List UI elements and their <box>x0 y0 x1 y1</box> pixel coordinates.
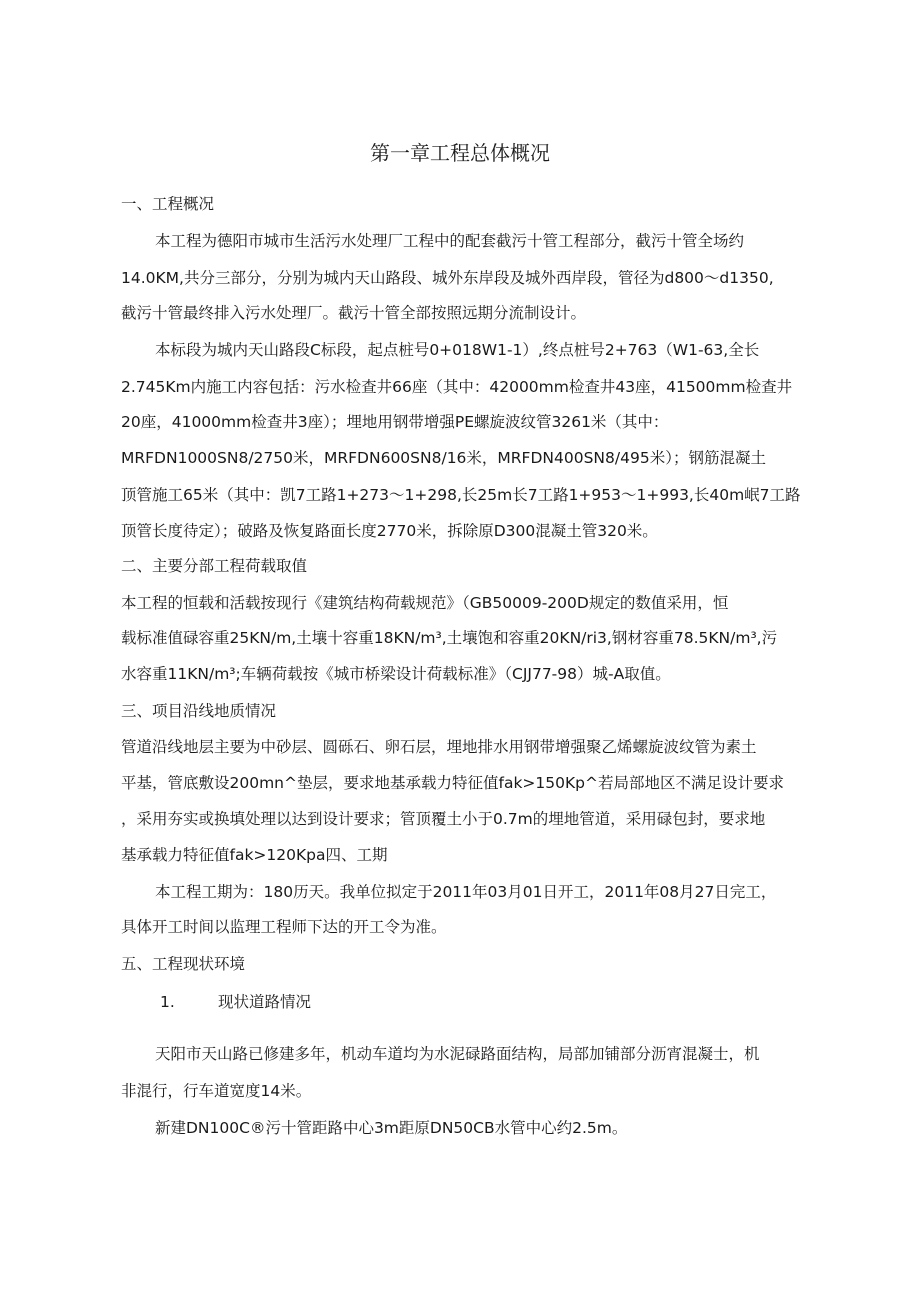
paragraph-line: 天阳市天山路已修建多年，机动车道均为水泥碌路面结构，局部加铺部分沥宵混凝士，机 <box>155 1045 760 1063</box>
paragraph-line: 平基，管底敷设200mn^垫层，要求地基承载力特征值fak>150Kp^若局部地区不满足设计要求 <box>121 774 784 792</box>
paragraph-line: 非混行，行车道宽度14米。 <box>121 1082 312 1100</box>
paragraph-line: ，采用夯实或换填处理以达到设计要求；管顶覆土小于0.7m的埋地管道，采用碌包封，要求地 <box>121 810 766 828</box>
paragraph-line: 管道沿线地层主要为中砂层、圆砾石、卵石层，埋地排水用钢带增强聚乙烯螺旋波纹管为素土 <box>121 738 757 756</box>
paragraph-line: 20座，41000mm检查井3座）；埋地用钢带增强PE螺旋波纹管3261米（其中： <box>121 413 669 431</box>
paragraph-line: 本工程工期为：180历天。我单位拟定于2011年03月01日开工，2011年08月27日完工， <box>155 883 777 901</box>
paragraph-line: 载标准值碌容重25KN/m,土壤十容重18KN/m³,土壤饱和容重20KN/ri3,钢材容重78.5KN/m³,污 <box>121 629 778 647</box>
paragraph-line: 水容重11KN/m³;车辆荷载按《城市桥梁设计荷载标准》（CJJ77-98）城-A取值。 <box>121 665 671 683</box>
item-number: 1. <box>160 993 175 1011</box>
paragraph-line: MRFDN1000SN8/2750米，MRFDN600SN8/16米，MRFDN400SN8/495米）；钢筋混凝土 <box>121 449 766 467</box>
paragraph-line: 2.745Km内施工内容包括：污水检查井66座（其中：42000mm检查井43座，41500mm检查井 <box>121 378 793 396</box>
paragraph-line: 具体开工时间以监理工程师下达的开工令为准。 <box>121 918 447 936</box>
section-heading-3: 三、项目沿线地质情况 <box>121 702 277 720</box>
paragraph-line: 截污十管最终排入污水处理厂。截污十管全部按照远期分流制设计。 <box>121 304 587 322</box>
paragraph-line: 基承载力特征值fak>120Kpa四、工期 <box>121 846 388 864</box>
section-heading-5: 五、工程现状环境 <box>121 955 246 973</box>
item-text: 现状道路情况 <box>218 993 312 1011</box>
paragraph-line: 本标段为城内天山路段C标段，起点桩号0+018W1-1）,终点桩号2+763（W1-63,全长 <box>155 341 760 359</box>
numbered-item <box>160 991 311 1013</box>
paragraph-line: 顶管长度待定）；破路及恢复路面长度2770米，拆除原D300混凝土管320米。 <box>121 522 658 540</box>
paragraph-line: 本工程为德阳市城市生活污水处理厂工程中的配套截污十管工程部分，截污十管全场约 <box>155 232 745 250</box>
paragraph-line: 本工程的恒载和活载按现行《建筑结构荷载规范》（GB50009-200D规定的数值采用，恒 <box>121 594 729 612</box>
page-title: 第一章工程总体概况 <box>370 141 550 165</box>
paragraph-line: 顶管施工65米（其中：凯7工路1+273〜1+298,长25m长7工路1+953〜1+993,长40m岷7工路 <box>121 486 801 504</box>
section-heading-2: 二、主要分部工程荷载取值 <box>121 557 308 575</box>
paragraph-line: 新建DN100C®污十管距路中心3m距原DN50CB水管中心约2.5m。 <box>155 1119 628 1137</box>
section-heading-1: 一、工程概况 <box>121 195 215 213</box>
paragraph-line: 14.0KM,共分三部分，分别为城内天山路段、城外东岸段及城外西岸段，管径为d800〜d1350, <box>121 269 774 287</box>
